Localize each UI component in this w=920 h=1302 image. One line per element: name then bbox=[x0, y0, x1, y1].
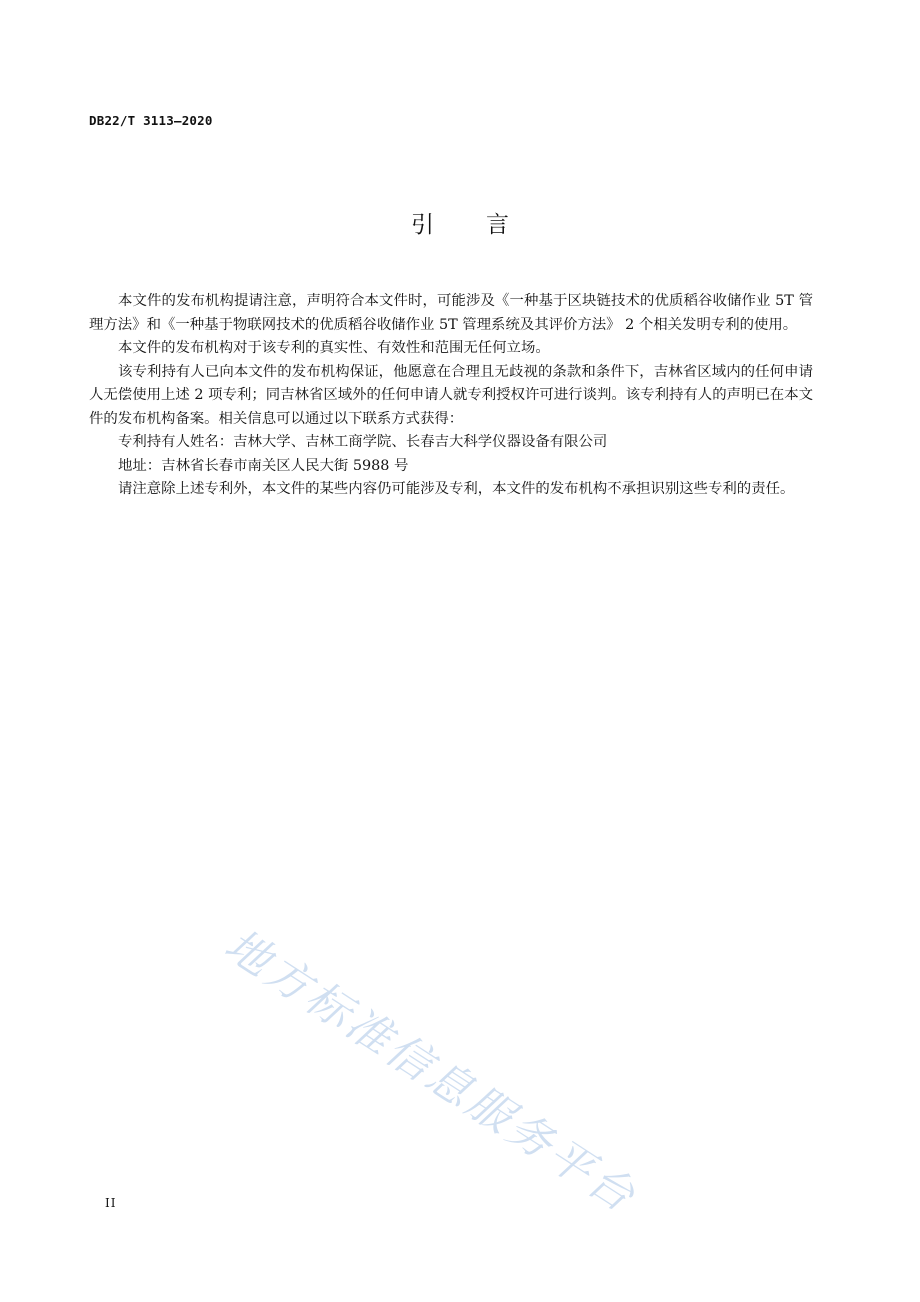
title-char-1: 引 bbox=[411, 212, 434, 238]
paragraph-address: 地址：吉林省长春市南关区人民大街 5988 号 bbox=[118, 457, 409, 474]
paragraph-disclaimer: 请注意除上述专利外，本文件的某些内容仍可能涉及专利，本文件的发布机构不承担识别这些专利的责任。 bbox=[118, 481, 795, 497]
introduction-body bbox=[89, 290, 813, 502]
page-title bbox=[0, 206, 920, 239]
paragraph-holder-name: 专利持有人姓名：吉林大学、吉林工商学院、长春吉大科学仪器设备有限公司 bbox=[118, 434, 608, 450]
paragraph-no-position: 本文件的发布机构对于该专利的真实性、有效性和范围无任何立场。 bbox=[118, 340, 550, 356]
paragraph-holder-guarantee: 该专利持有人已向本文件的发布机构保证，他愿意在合理且无歧视的条款和条件下，吉林省区域内的任何申请人无偿使用上述 2 项专利；同吉林省区域外的任何申请人就专利授权许可进行谈判。该专利持有人的声明已在本文件的发布机构备案。相关信息可以通过以下联系方式获得： bbox=[89, 363, 813, 427]
paragraph-patent-notice: 本文件的发布机构提请注意，声明符合本文件时，可能涉及《一种基于区块链技术的优质稻谷收储作业 5T 管理方法》和《一种基于物联网技术的优质稻谷收储作业 5T 管理系统及其评价方法》 2 个相关发明专利的使用。 bbox=[89, 293, 813, 333]
document-code: DB22/T 3113—2020 bbox=[89, 113, 213, 128]
title-char-2: 言 bbox=[486, 212, 509, 238]
watermark: 地方标准信息服务平台 bbox=[215, 919, 646, 1224]
page-number: II bbox=[105, 1196, 117, 1210]
